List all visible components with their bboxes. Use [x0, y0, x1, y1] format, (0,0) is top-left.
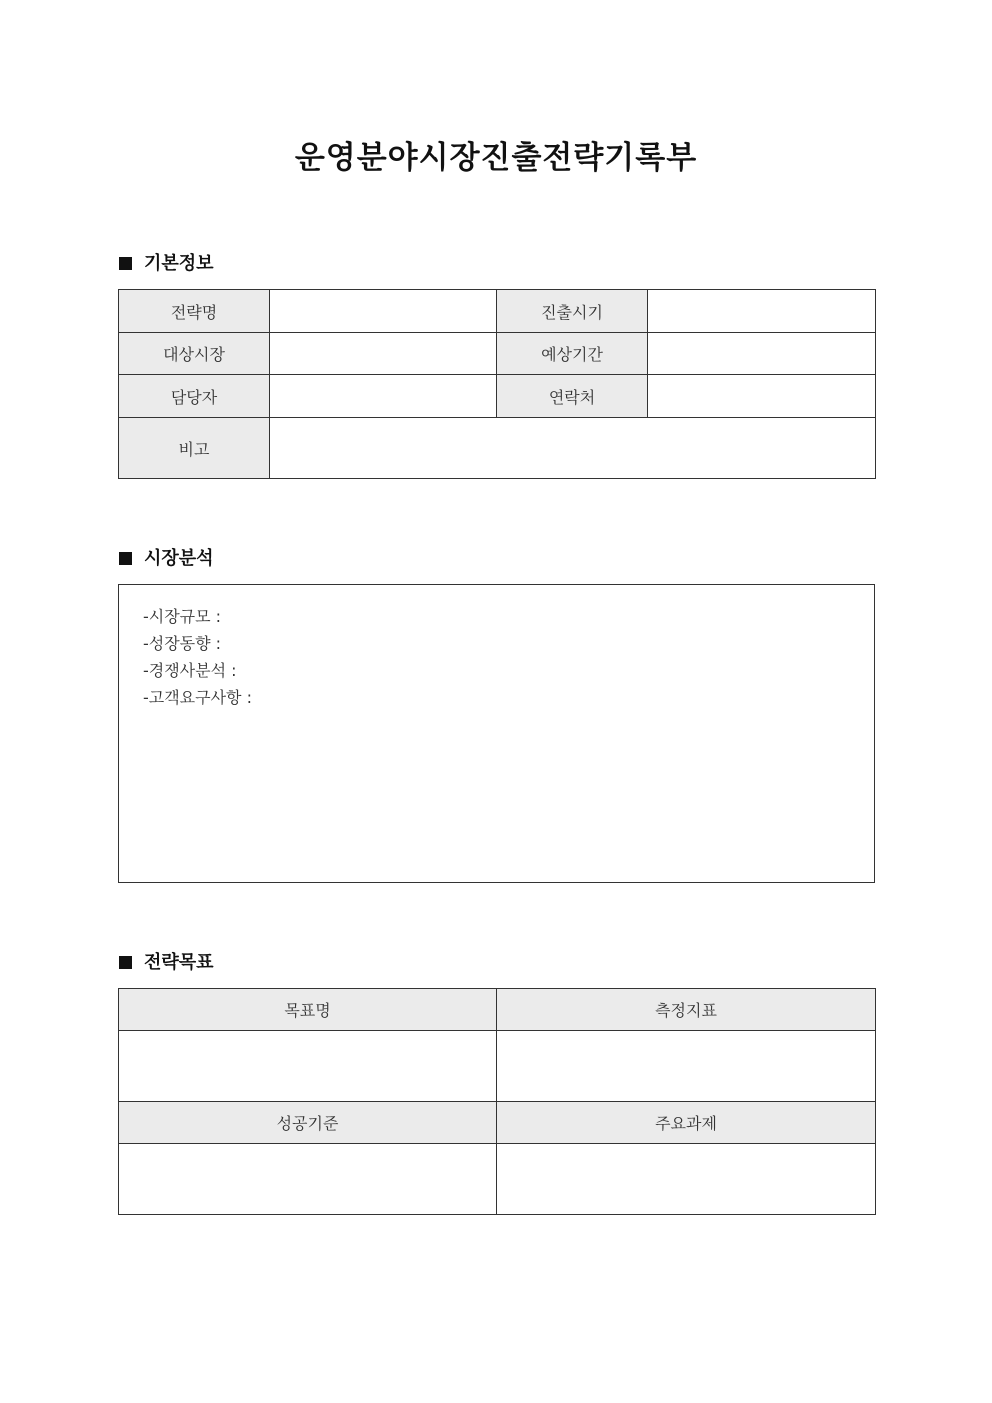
- section-heading-label: 전략목표: [144, 952, 214, 973]
- success-criteria-field[interactable]: [119, 1144, 497, 1215]
- square-bullet-icon: [119, 956, 132, 969]
- competitor-analysis-line: -경쟁사분석 :: [143, 661, 237, 680]
- entry-timing-field[interactable]: [648, 290, 876, 333]
- strategy-name-field[interactable]: [270, 290, 497, 333]
- market-analysis-list: [143, 603, 252, 711]
- strategy-goals-table: [118, 988, 876, 1215]
- table-row: [119, 290, 876, 333]
- contact-field[interactable]: [648, 375, 876, 418]
- basic-info-table: [118, 289, 876, 479]
- target-market-field[interactable]: [270, 333, 497, 375]
- customer-requirements-line: -고객요구사항 :: [143, 688, 252, 707]
- square-bullet-icon: [119, 552, 132, 565]
- entry-timing-label: 진출시기: [497, 290, 648, 333]
- table-row: [119, 1102, 876, 1144]
- table-row: [119, 375, 876, 418]
- table-row: [119, 333, 876, 375]
- table-row: [119, 1144, 876, 1215]
- table-row: [119, 989, 876, 1031]
- success-criteria-label: 성공기준: [119, 1102, 497, 1144]
- kpi-field[interactable]: [497, 1031, 876, 1102]
- square-bullet-icon: [119, 257, 132, 270]
- remarks-field[interactable]: [270, 418, 876, 479]
- remarks-label: 비고: [119, 418, 270, 479]
- expected-period-label: 예상기간: [497, 333, 648, 375]
- goal-name-field[interactable]: [119, 1031, 497, 1102]
- manager-label: 담당자: [119, 375, 270, 418]
- key-tasks-label: 주요과제: [497, 1102, 876, 1144]
- growth-trend-line: -성장동향 :: [143, 634, 222, 653]
- section-heading-basic-info: [119, 252, 214, 276]
- target-market-label: 대상시장: [119, 333, 270, 375]
- expected-period-field[interactable]: [648, 333, 876, 375]
- manager-field[interactable]: [270, 375, 497, 418]
- strategy-name-label: 전략명: [119, 290, 270, 333]
- table-row: [119, 418, 876, 479]
- section-heading-strategy-goals: [119, 951, 214, 975]
- kpi-label: 측정지표: [497, 989, 876, 1031]
- key-tasks-field[interactable]: [497, 1144, 876, 1215]
- market-size-line: -시장규모 :: [143, 607, 222, 626]
- section-heading-label: 기본정보: [144, 253, 214, 274]
- document-title: 운영분야시장진출전략기록부: [294, 140, 698, 176]
- contact-label: 연락처: [497, 375, 648, 418]
- table-row: [119, 1031, 876, 1102]
- market-analysis-box[interactable]: [118, 584, 875, 883]
- section-heading-market-analysis: [119, 547, 214, 571]
- section-heading-label: 시장분석: [144, 548, 214, 569]
- goal-name-label: 목표명: [119, 989, 497, 1031]
